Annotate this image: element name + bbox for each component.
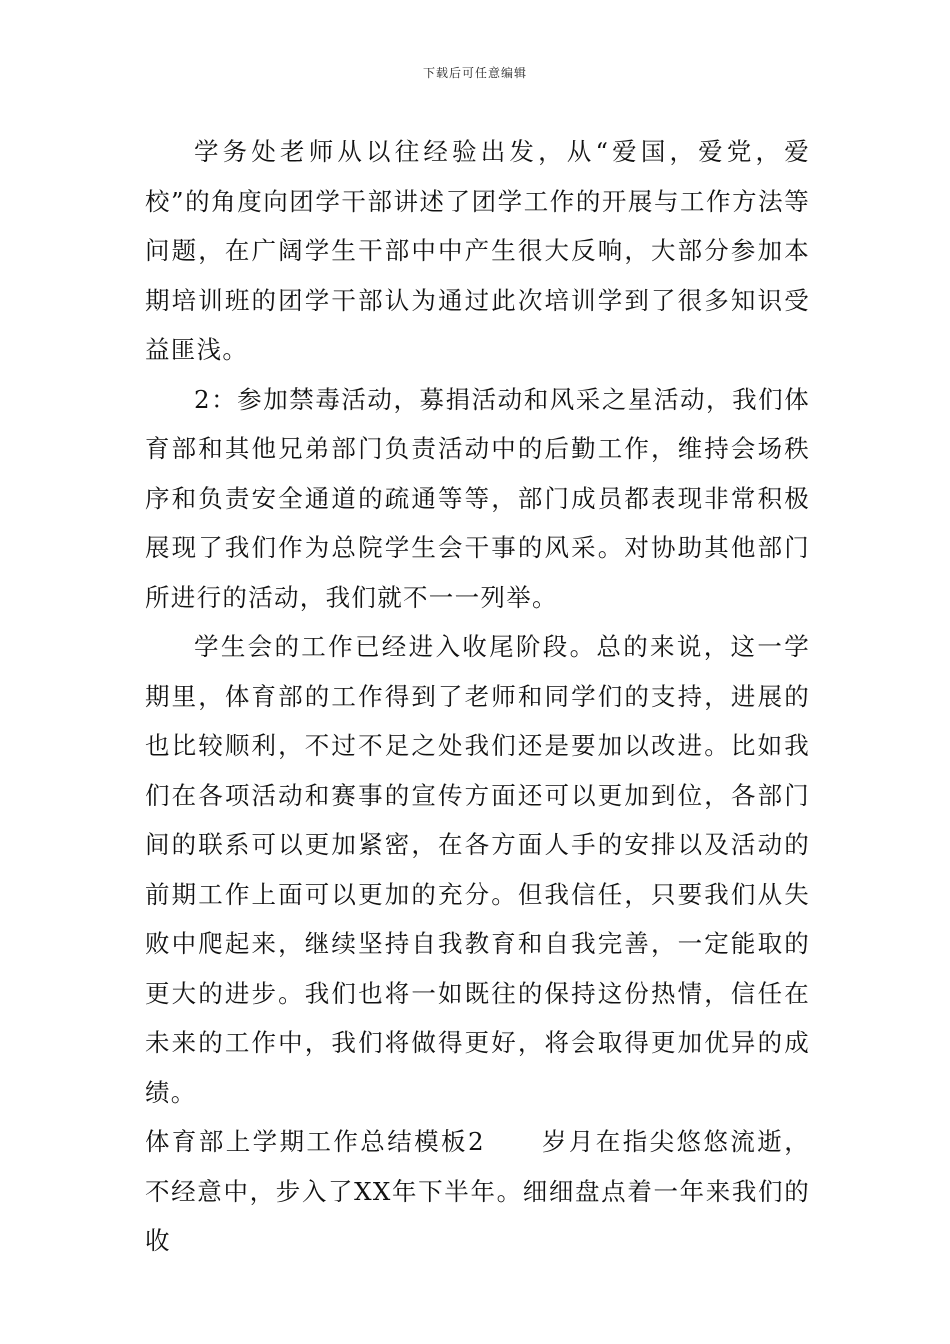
section-opening-text: 岁月在指尖悠悠流逝，不经意中，步入了XX年下半年。细细盘点着一年来我们的收: [145, 1127, 810, 1255]
section-title: 体育部上学期工作总结模板2: [145, 1127, 485, 1156]
paragraph-activities: 2：参加禁毒活动，募捐活动和风采之星活动，我们体育部和其他兄弟部门负责活动中的后勤工作，维持会场秩序和负责安全通道的疏通等等，部门成员都表现非常积极展现了我们作为总院学生会干事的风采。对协助其他部门所进行的活动，我们就不一一列举。: [145, 384, 810, 612]
paragraph-training: 学务处老师从以往经验出发，从“爱国，爱党，爱校”的角度向团学干部讲述了团学工作的开展与工作方法等问题，在广阔学生干部中中产生很大反响，大部分参加本期培训班的团学干部认为通过此次培训学到了很多知识受益匪浅。: [145, 137, 810, 364]
download-note: 下载后可任意编辑: [422, 66, 527, 80]
paragraph-summary: 学生会的工作已经进入收尾阶段。总的来说，这一学期里，体育部的工作得到了老师和同学们的支持，进展的也比较顺利，不过不足之处我们还是要加以改进。比如我们在各项活动和赛事的宣传方面还可以更加到位，各部门间的联系可以更加紧密，在各方面人手的安排以及活动的前期工作上面可以更加的充分。但我信任，只要我们从失败中爬起来，继续坚持自我教育和自我完善，一定能取的更大的进步。我们也将一如既往的保持这份热情，信任在未来的工作中，我们将做得更好，将会取得更加优异的成绩。: [145, 632, 810, 1107]
document-body: [145, 127, 810, 1266]
section-2-line: [145, 1117, 810, 1266]
